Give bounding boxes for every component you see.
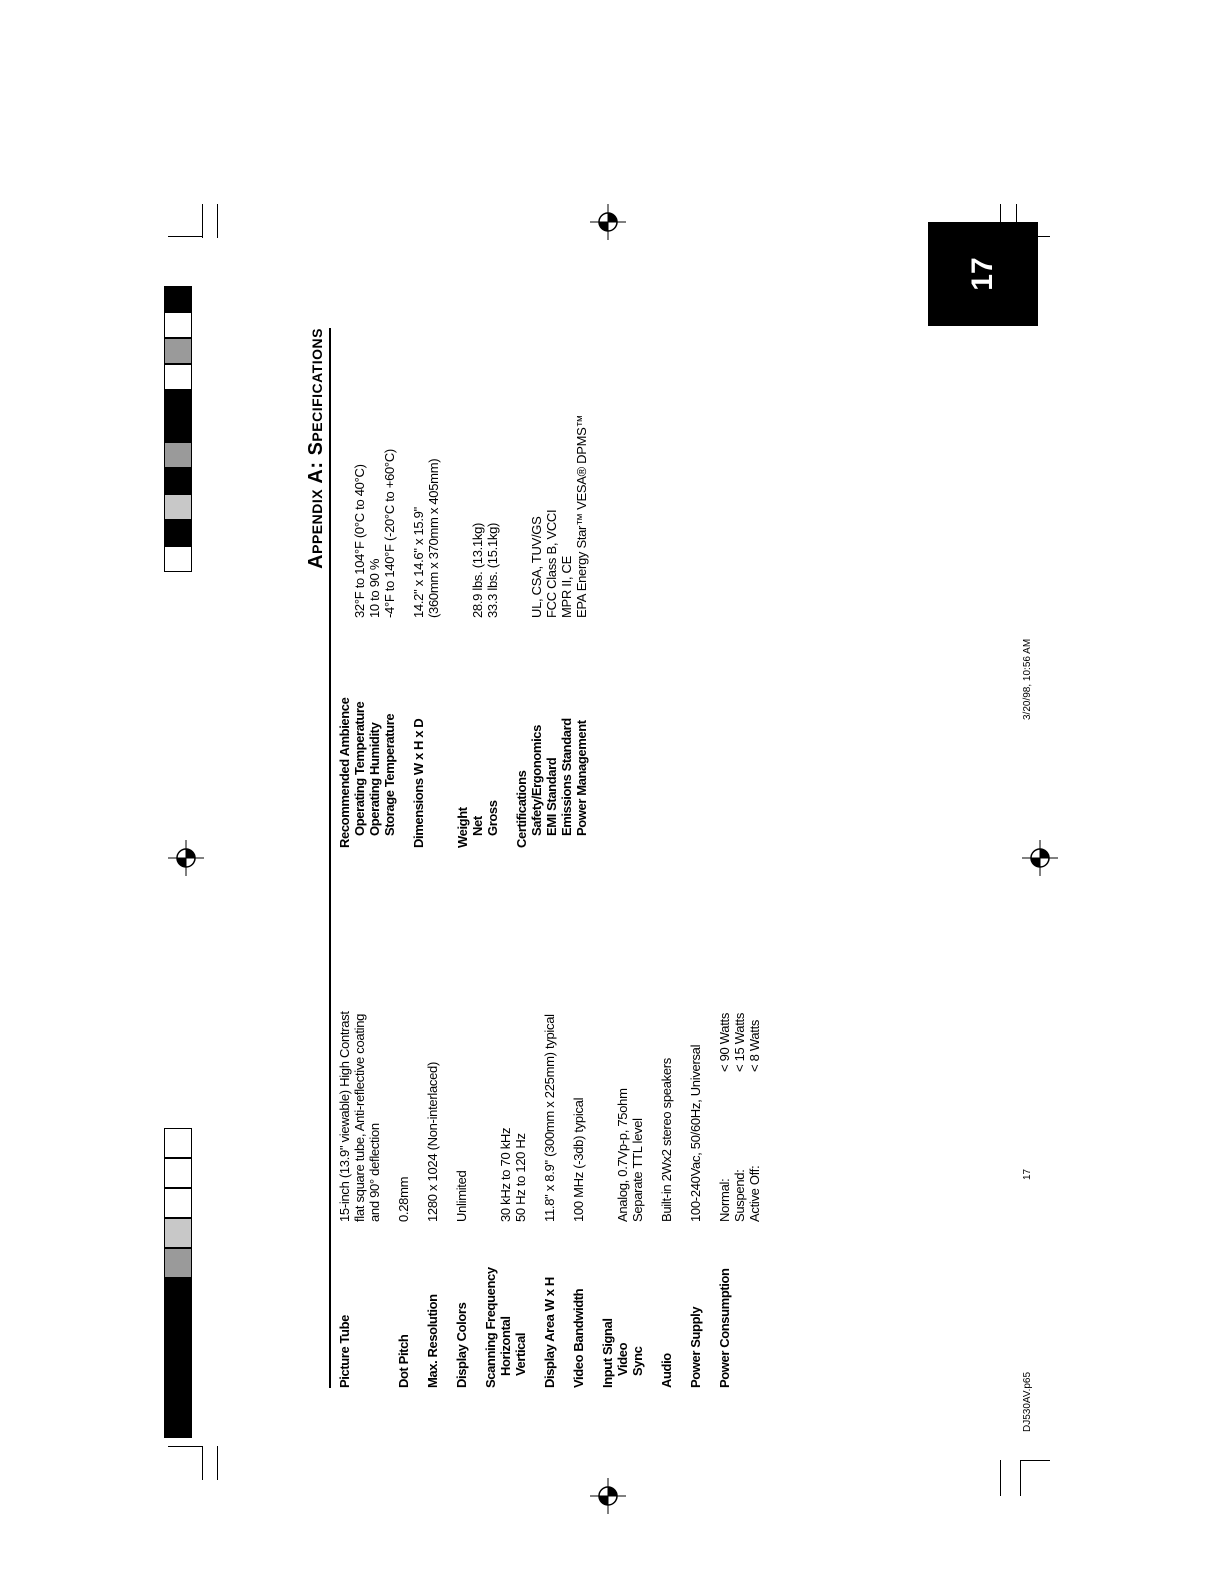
power-mode: Active Off: [747,1165,762,1222]
spec-value-line: 30 kHz to 70 kHz [498,1127,513,1222]
spec-value-line: 32°F to 104°F (0°C to 40°C) [352,464,367,618]
spec-row [659,868,674,1388]
spec-value-line: 10 to 90 % [367,558,382,618]
spec-label-text: Dimensions W x H x D [411,718,426,848]
slug-filename: DJ530AV.p65 [1022,1371,1033,1432]
spec-label-text: Picture Tube [337,1315,352,1388]
spec-value [454,868,469,1222]
spec-row [455,328,500,848]
spec-value [396,868,411,1222]
spec-value-line: 28.9 lbs. (13.1kg) [470,522,485,618]
page-tab-number: 17 [966,257,999,291]
spec-value [411,328,441,618]
spec-value-line: Unlimited [454,1170,469,1222]
spec-sublabel: Net [470,816,485,836]
spec-gap [483,868,498,1222]
spec-value-line: 100-240Vac, 50/60Hz, Universal [688,1044,703,1222]
spec-row [514,328,589,848]
spec-row [396,868,411,1388]
spec-value-line: Analog, 0.7Vp-p, 75ohm [615,1088,630,1222]
spec-value-line: EPA Energy Star™ VESA® DPMS™ [574,414,589,618]
spec-sublabel: Horizontal [498,1316,513,1376]
spec-gap [455,328,470,618]
spec-label-text: Input Signal [600,1318,615,1388]
spec-value-line: 1280 x 1024 (Non-interlaced) [425,1062,440,1222]
spec-page [305,328,762,1388]
registration-mark-icon [1022,840,1058,876]
slug-datetime: 3/20/98, 10:56 AM [1022,638,1033,720]
power-consumption-row [717,868,732,1222]
spec-value [717,868,762,1222]
spec-label-text: Dot Pitch [396,1334,411,1388]
spec-label [571,1222,586,1388]
power-consumption-row [747,868,762,1222]
spec-label-text: Power Supply [688,1306,703,1388]
spec-row [483,868,528,1388]
registration-mark-icon [168,840,204,876]
spec-sublabel: Video [615,1342,630,1376]
spec-row [425,868,440,1388]
spec-value-line: 0.28mm [396,1176,411,1222]
spec-value-line: UL, CSA, TUV/GS [529,516,544,618]
crop-mark [1020,1460,1021,1496]
spec-sublabel: Operating Temperature [352,701,367,836]
spec-gap [600,868,615,1222]
spec-value-line: 14.2" x 14.6" x 15.9" [411,507,426,618]
spec-value-line: Built-in 2Wx2 stereo speakers [659,1058,674,1222]
spec-value-line: (360mm x 370mm x 405mm) [426,458,441,618]
spec-value [455,328,500,618]
spec-sublabel: Power Management [574,720,589,836]
crop-mark [202,1446,203,1480]
spec-label-text: Certifications [514,770,529,848]
color-bar-top [164,286,192,572]
spec-value-line: flat square tube, Anti-reflective coating [352,1013,367,1222]
power-consumption-row [732,868,747,1222]
spec-label-text: Display Area W x H [542,1277,557,1388]
crop-mark [1000,1460,1001,1496]
spec-label-text: Scanning Frequency [483,1267,498,1388]
crop-mark [168,236,202,237]
spec-label [396,1222,411,1388]
spec-row [337,868,382,1388]
spec-row [688,868,703,1388]
spec-value [337,868,382,1222]
spec-label [483,1222,528,1388]
spec-sublabel: Sync [630,1346,645,1376]
spec-label [337,1222,382,1388]
spec-row [571,868,586,1388]
registration-mark-icon [590,1478,626,1514]
slug-page: 17 [1022,1168,1033,1180]
spec-value-line: 100 MHz (-3db) typical [571,1097,586,1222]
crop-mark [1020,1460,1050,1461]
spec-sublabel: Emissions Standard [559,718,574,836]
spec-value-line: and 90° deflection [367,1123,382,1222]
spec-label-text: Power Consumption [717,1268,732,1388]
spec-row [411,328,441,848]
spec-row-power-consumption [717,868,762,1388]
power-watts: < 8 Watts [747,1019,762,1072]
spec-sublabel: EMI Standard [544,757,559,836]
spec-label [337,618,397,848]
spec-value [688,868,703,1222]
crop-mark [202,204,203,238]
spec-label-text: Recommended Ambience [337,697,352,848]
spec-value-line: 15-inch (13.9" viewable) High Contrast [337,1011,352,1222]
spec-row [542,868,557,1388]
title-rule [329,328,331,1388]
spec-sublabel: Vertical [513,1332,528,1376]
spec-label [455,618,500,848]
spec-value [659,868,674,1222]
spec-label [659,1222,674,1388]
spec-label-text: Video Bandwidth [571,1288,586,1388]
crop-mark [217,204,218,238]
spec-row [600,868,645,1388]
spec-value-line: 33.3 lbs. (15.1kg) [485,522,500,618]
specs-right-column [337,328,603,848]
specs-left-column [337,868,776,1388]
spec-value-line: 11.8" x 8.9" (300mm x 225mm) typical [542,1014,557,1222]
spec-label-text: Display Colors [454,1302,469,1388]
spec-value-line: MPR II, CE [559,555,574,618]
spec-label [717,1222,762,1388]
spec-label-text: Max. Resolution [425,1294,440,1388]
page-title: APPENDIX A: SPECIFICATIONS [305,328,327,569]
spec-gap [514,328,529,618]
spec-sublabel: Safety/Ergonomics [529,725,544,836]
registration-mark-icon [590,204,626,240]
power-watts: < 15 Watts [732,1012,747,1072]
spec-label [600,1222,645,1388]
spec-label [425,1222,440,1388]
spec-value [514,328,589,618]
spec-value [542,868,557,1222]
spec-value [425,868,440,1222]
spec-value [483,868,528,1222]
power-watts: < 90 Watts [717,1012,732,1072]
power-mode: Normal: [717,1178,732,1222]
spec-value-line: FCC Class B, VCCI [544,509,559,618]
spec-label [514,618,589,848]
spec-row [454,868,469,1388]
spec-value-line: 50 Hz to 120 Hz [513,1133,528,1222]
spec-sublabel: Storage Temperature [382,713,397,836]
spec-label [454,1222,469,1388]
spec-gap [337,328,352,618]
spec-value-line: -4°F to 140°F (-20°C to +60°C) [382,449,397,618]
spec-sublabel: Operating Humidity [367,722,382,836]
spec-value [600,868,645,1222]
spec-value [337,328,397,618]
crop-mark [168,1446,202,1447]
spec-label-text: Audio [659,1353,674,1388]
crop-mark [217,1446,218,1480]
color-bar-bottom [164,1128,192,1438]
spec-sublabel: Gross [485,800,500,836]
spec-value-line: Separate TTL level [630,1118,645,1222]
spec-label-text: Weight [455,807,470,848]
power-mode: Suspend: [732,1169,747,1222]
spec-value [571,868,586,1222]
spec-label [411,618,441,848]
spec-row [337,328,397,848]
spec-label [542,1222,557,1388]
spec-label [688,1222,703,1388]
